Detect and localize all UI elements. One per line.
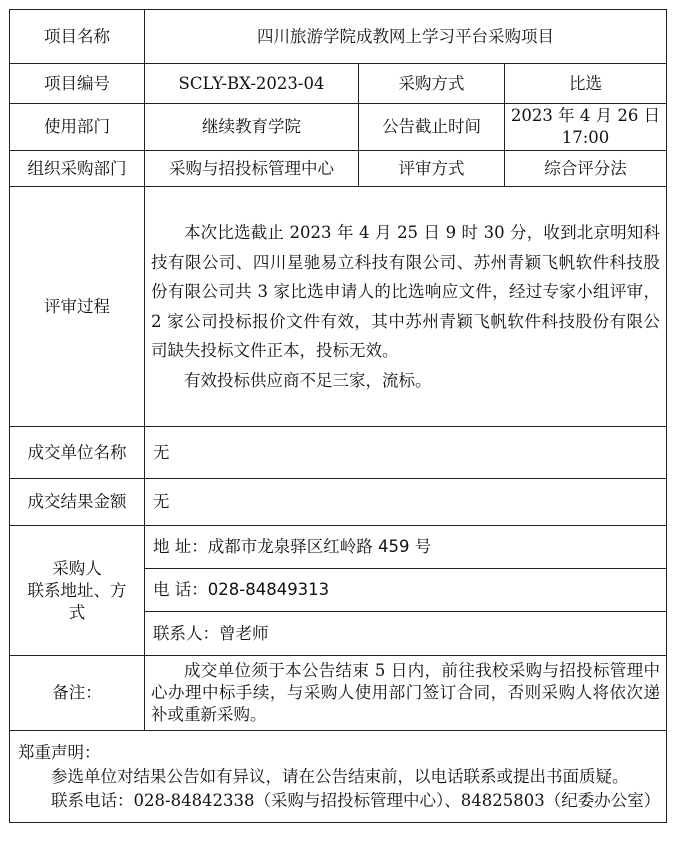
remark-content: [145, 656, 667, 731]
notice-table: [9, 9, 667, 823]
row-address: [10, 526, 667, 569]
review-process-paragraph-1: 本次比选截止 2023 年 4 月 25 日 9 时 30 分，收到北京明知科技有限公司、四川星驰易立科技有限公司、苏州青颖飞帆软件科技股份有限公司共 3 家比选申请人的比选响应文件，经过专家小组评审，2 家公司投标报价文件有效，其中苏州青颖飞帆软件科技股份有限公司缺失投标文件正本，投标无效。: [151, 223, 660, 360]
row-org-dept: [10, 151, 667, 187]
remark-text: 成交单位须于本公告结束 5 日内，前往我校采购与招投标管理中心办理中标手续，与采购人使用部门签订合同，否则采购人将依次递补或重新采购。: [151, 661, 660, 724]
row-project-no: [10, 64, 667, 104]
address-suffix: 号: [409, 537, 432, 556]
declaration-line-2: 联系电话：028-84842338（采购与招投标管理中心）、84825803（纪委办公室）: [51, 791, 661, 810]
review-method-value: 综合评分法: [505, 151, 667, 187]
deadline-value: [505, 104, 667, 151]
address-number: 459: [378, 537, 410, 556]
purchaser-label-line-1: 采购人: [52, 558, 102, 578]
purchaser-label-line-3: 式: [68, 602, 86, 622]
project-no-label: 项目编号: [10, 64, 145, 104]
declaration: [10, 731, 667, 823]
address-value: [145, 526, 667, 569]
row-winner: [10, 427, 667, 479]
review-method-label: 评审方式: [359, 151, 505, 187]
row-amount: [10, 479, 667, 526]
deadline-date: 2023 年 4 月 26 日: [510, 106, 661, 125]
deadline-time: 17:00: [561, 128, 610, 147]
project-name-label: 项目名称: [10, 10, 145, 64]
review-process-paragraph-2: 有效投标供应商不足三家，流标。: [184, 370, 432, 390]
amount-label: 成交结果金额: [10, 479, 145, 526]
winner-value: 无: [145, 427, 667, 479]
project-no-value: SCLY-BX-2023-04: [145, 64, 359, 104]
row-department: [10, 104, 667, 151]
project-name-value: 四川旅游学院成教网上学习平台采购项目: [145, 10, 667, 64]
org-dept-value: 采购与招投标管理中心: [145, 151, 359, 187]
address-prefix: 地 址：成都市龙泉驿区红岭路: [153, 537, 378, 556]
procure-method-value: 比选: [505, 64, 667, 104]
contact-person-value: 联系人：曾老师: [145, 612, 667, 656]
dept-value: 继续教育学院: [145, 104, 359, 151]
row-project-name: [10, 10, 667, 64]
row-remark: [10, 656, 667, 731]
procurement-result-notice: [9, 9, 666, 823]
declaration-title: 郑重声明：: [18, 743, 101, 762]
remark-label: 备注：: [10, 656, 145, 731]
org-dept-label: 组织采购部门: [10, 151, 145, 187]
declaration-line-1: 参选单位对结果公告如有异议，请在公告结束前，以电话联系或提出书面质疑。: [51, 767, 629, 786]
procure-method-label: 采购方式: [359, 64, 505, 104]
review-process-content: [145, 187, 667, 427]
winner-label: 成交单位名称: [10, 427, 145, 479]
deadline-label: 公告截止时间: [359, 104, 505, 151]
amount-value: 无: [145, 479, 667, 526]
phone-number: 028-84849313: [207, 580, 330, 599]
phone-value: [145, 569, 667, 612]
purchaser-label: [10, 526, 145, 656]
row-declaration: [10, 731, 667, 823]
dept-label: 使用部门: [10, 104, 145, 151]
phone-prefix: 电 话：: [153, 580, 208, 599]
purchaser-label-line-2: 联系地址、方: [27, 580, 127, 600]
review-process-label: 评审过程: [10, 187, 145, 427]
row-review-process: [10, 187, 667, 427]
